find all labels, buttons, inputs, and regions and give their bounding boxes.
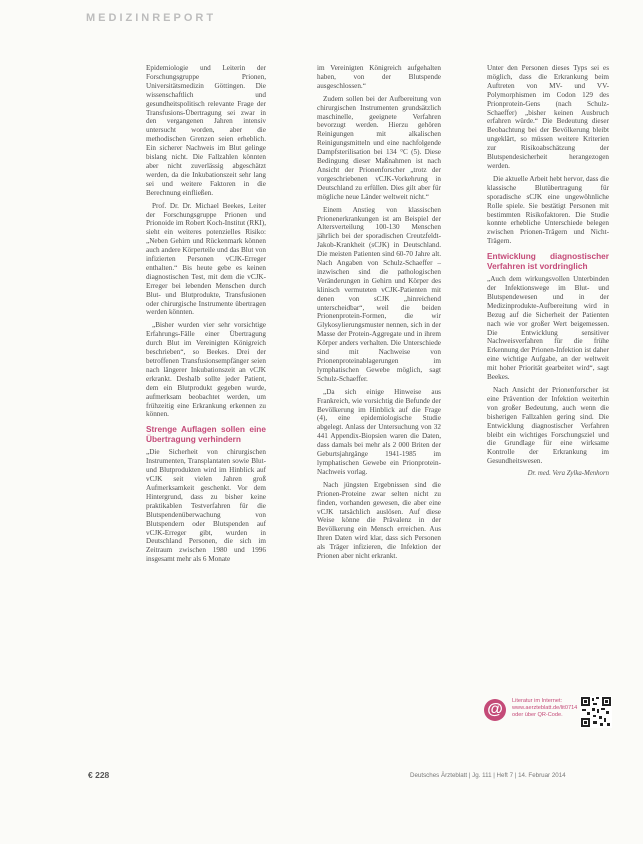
- text-column-2: [317, 64, 441, 565]
- paragraph: im Vereinigten Königreich aufgehalten haben, von der Blutspende ausgeschlossen.“: [317, 64, 441, 90]
- paragraph: Die aktuelle Arbeit hebt hervor, dass die klassische Blutübertragung für sporadische sCJK eine ungewöhnliche Rolle spiele. Sie bestätigt Personen mit bestimmten Risikofaktoren. Die Studie konnte erhebliche Unterschiede belegen zwischen Prionen-Trägern und Nicht-Trägern.: [487, 174, 609, 246]
- paragraph: Einem Anstieg von klassischen Prionenerkrankungen ist am Beispiel der Altersverteilung 100-130 Menschen jährlich bei der sporadischen Creutzfeldt-Jakob-Krankheit (sCJK) in Deutschland. Die meisten Patienten sind 60-70 Jahre alt. Nach Angaben von Schulz-Schaeffer – inzwischen sind die pathologischen Veränderungen in Gehirn und Körper des klinisch vermuteten vCJK-Patienten mit denen von sCJK „hinreichend unterscheidbar“, weil die beiden Prionenprotein-Formen, die wir Glykosylierungsmuster nennen, sich in der Masse der Protein-Aggregate und in ihrem Körper anders verhalten. Die Unterschiede sind mit Nachweise von Prionenproteinablagerungen im lymphatischen Gewebe möglich, sagt Schulz-Schaeffer.: [317, 205, 441, 383]
- at-sign-icon: @: [484, 699, 506, 721]
- paragraph: Zudem sollen bei der Aufbereitung von chirurgischen Instrumenten grundsätzlich maschinelle, geeignete Verfahren bevorzugt werden. Hierzu gehören Reinigungen mit alkalischen Reinigungsmitteln und eine nachfolgende Dampfsterilisation bei 134 °C (5). Diese Bedingung dieser Maßnahmen ist nach Ansicht der Prionenforscher „trotz der vorgeschriebenen vCJK-Vorkehrung in Deutschland zu erfüllen. Dies gilt aber für mögliche neue Länder weltweit nicht.“: [317, 94, 441, 201]
- subheading: Entwicklung diagnostischer Verfahren ist vordringlich: [487, 251, 609, 271]
- author-byline: Dr. med. Vera Zylka-Menhorn: [527, 470, 609, 478]
- page-number: € 228: [88, 770, 110, 780]
- paragraph: Prof. Dr. Dr. Michael Beekes, Leiter der Forschungsgruppe Prionen und Prionoide im Robert Koch-Institut (RKI), sieht ein weiteres potenzielles Risiko: „Neben Gehirn und Rückenmark können auch andere Körperteile und das Blut von infizierten Personen vCJK-Erreger enthalten.“ Bis heute gebe es keinen diagnostischen Test, mit dem die vCJK-Erreger bei lebenden Menschen durch Blut- und Blutprodukte, Transfusionen oder chirurgische Instrumente übertragen werden könnten.: [146, 201, 266, 317]
- online-literature-box: [484, 696, 610, 730]
- paragraph: Nach Ansicht der Prionenforscher ist eine Prävention der Infektion weiterhin von großer Bedeutung, auch wenn die bisherigen Fallzahlen gering sind. Die Entwicklung diagnostischer Verfahren bleibt ein wichtiges Forschungsziel und die Grundlage für eine wirksame Kontrolle der Erkrankung im Gesundheitswesen.: [487, 386, 609, 466]
- subheading: Strenge Auflagen sollen eine Übertragung verhindern: [146, 424, 266, 444]
- section-header: MEDIZINREPORT: [86, 12, 217, 24]
- paragraph: „Da sich einige Hinweise aus Frankreich, wie vorsichtig die Befunde der Bevölkerung im Hinblick auf die Frage (4), eine epidemiologische Studie abgelegt. Anlass der Untersuchung von 32 441 Appendix-Biopsien waren die Daten, dass damals bei mehr als 2 000 Briten der Geburtsjahrgänge 1941-1985 im lymphatischen Gewebe ein Prionprotein-Nachweis vorlag.: [317, 387, 441, 476]
- paragraph: „Die Sicherheit von chirurgischen Instrumenten, Transplantaten sowie Blut- und Blutprodukten wird im Hinblick auf vCJK seit vielen Jahren groß Aufmerksamkeit geschenkt. Vor dem Hintergrund, dass zu bisher keine praktikablen Testverfahren für die Blutspendenüberwachung von Blutspendern oder Blutspenden auf vCJK-Erreger gibt, wurden in Deutschland Personen, die sich im Zeitraum zwischen 1980 und 1996 insgesamt mehr als 6 Monate: [146, 448, 266, 564]
- journal-footer: Deutsches Ärzteblatt | Jg. 111 | Heft 7 | 14. Februar 2014: [410, 772, 566, 779]
- paragraph: Epidemiologie und Leiterin der Forschungsgruppe Prionen, Universitätsmedizin Göttingen. Die wissenschaftlich und gesundheitspolitisch relevante Frage der Transfusions-Übertragung sei zwar in den vergangenen Jahren intensiv untersucht worden, aber die methodischen Grenzen seien erheblich. Ein sicherer Nachweis im Blut gelinge bislang nicht. Die Fallzahlen könnten aber nicht zuverlässig abgeschätzt werden, da die Inkubationszeit sehr lang sei und weitere Faktoren in die Berechnung einfließen.: [146, 64, 266, 197]
- paragraph: „Auch dem wirkungsvollen Unterbinden der Infektionswege im Blut- und Blutspendewesen und in der Medizinprodukte-Aufbereitung wird in Bezug auf die Sicherheit der Patienten nach wie vor großer Wert beigemessen. Die Entwicklung sensitiver Nachweisverfahren für die frühe Erkennung der Prionen-Infektion ist daher eine wichtige Aufgabe, an der weltweit mit hoher Priorität gearbeitet wird“, sagt Beekes.: [487, 275, 609, 382]
- text-column-1: [146, 64, 266, 568]
- paragraph: „Bisher wurden vier sehr vorsichtige Erfahrungs-Fälle einer Übertragung durch Blut im Vereinigten Königreich beschrieben“, so Beekes. Drei der betroffenen Transfusionsempfänger seien nach längerer Inkubationszeit an vCJK erkrankt. Deshalb sollte jeder Patient, dem ein Blutprodukt gegeben wurde, aufmerksam beobachtet werden, um frühzeitig eine Erkrankung erkennen zu können.: [146, 321, 266, 419]
- paragraph: Nach jüngsten Ergebnissen sind die Prionen-Proteine zwar selten nicht zu finden, vorhanden gewesen, die aber eine vCJK tatsächlich auslösen. Auf diese Weise könne die Prävalenz in der Bevölkerung ein Mensch erreichen. Aus Ihren Daten wird klar, dass sich Personen als Träger infizieren, die Infektion der Prionen aber nicht erkrankt.: [317, 480, 441, 561]
- online-literature-text: Literatur im Internet: www.aerzteblatt.de/lit0714 oder über QR-Code.: [512, 698, 578, 718]
- qr-code-icon[interactable]: [580, 696, 612, 728]
- text-column-3: [487, 64, 609, 479]
- paragraph: Unter den Personen dieses Typs sei es möglich, dass die Erkrankung beim Auftreten von MV- und VV-Polymorphismen im Codon 129 des Prionprotein-Gens (nach Schulz-Schaeffer) „bisher keinen Ausbruch erfahren würde.“ Die Bedeutung dieser Beobachtung bei der Bevölkerung bleibt ungeklärt, so müssen weitere Kriterien zur Risikoabschätzung der Blutspendesicherheit herangezogen werden.: [487, 64, 609, 170]
